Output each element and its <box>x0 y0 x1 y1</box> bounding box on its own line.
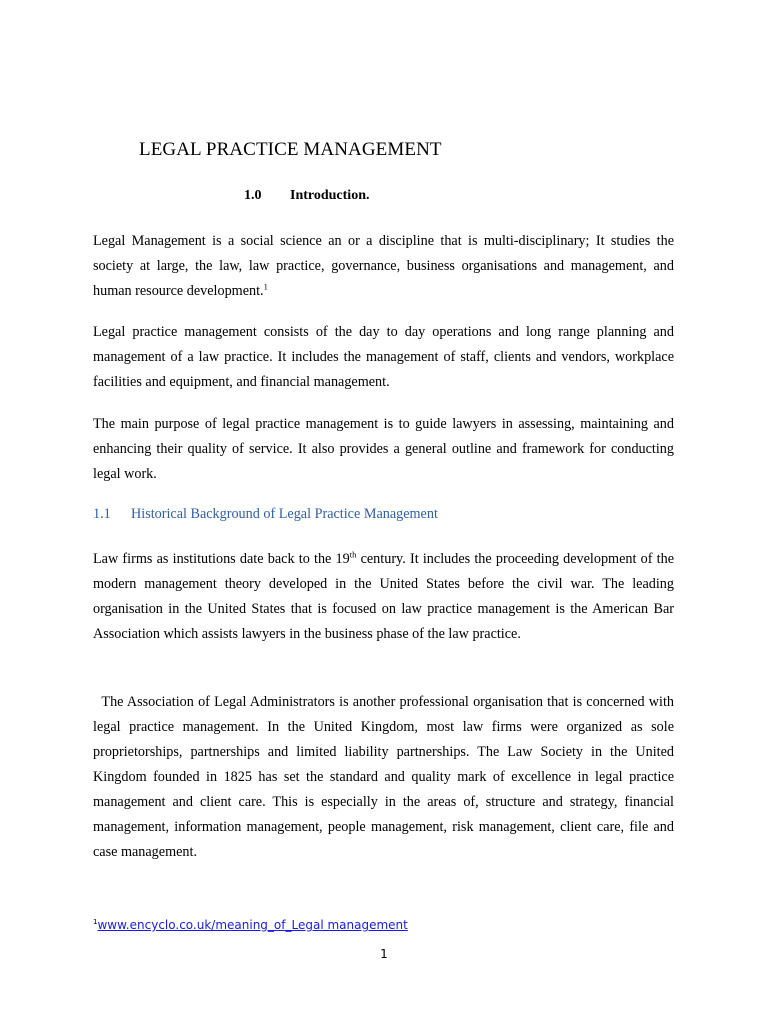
paragraph-text: Legal Management is a social science an or a discipline that is multi-disciplinary; It studies the society at large, the law, law practice, governance, business organisations and management, and human resource development. <box>93 233 674 299</box>
paragraph-intro-3: The main purpose of legal practice management is to guide lawyers in assessing, maintaining and enhancing their quality of service. It also provides a general outline and framework for conducting legal work. <box>93 416 674 482</box>
paragraph-intro-1 <box>93 229 674 304</box>
footnote-link[interactable]: www.encyclo.co.uk/meaning_of_Legal management <box>97 918 408 932</box>
section-heading <box>244 188 369 204</box>
section-number: 1.0 <box>244 188 262 203</box>
subsection-title: Historical Background of Legal Practice Management <box>131 506 438 522</box>
paragraph-text-after: century. It includes the proceeding development of the modern management theory developed in the United States before the civil war. The leading organisation in the United States that is focused on law practice management is the American Bar Association which assists lawyers in the business phase of the law practice. <box>93 551 675 642</box>
footnote-marker: 1 <box>93 918 98 926</box>
footnote <box>93 918 408 932</box>
section-title: Introduction. <box>290 188 370 203</box>
paragraph-history-2: The Association of Legal Administrators is another professional organisation that is concerned with legal practice management. In the United Kingdom, most law firms were organized as sole proprietorships, partnerships and limited liability partnerships. The Law Society in the United Kingdom founded in 1825 has set the standard and quality mark of excellence in legal practice management and client care. This is especially in the areas of, structure and strategy, financial management, information management, people management, risk management, client care, file and case management. <box>93 694 678 860</box>
paragraph-intro-2: Legal practice management consists of the day to day operations and long range planning and management of a law practice. It includes the management of staff, clients and vendors, workplace facilities and equipment, and financial management. <box>93 324 674 390</box>
page-number: 1 <box>380 947 388 961</box>
ordinal-suffix: th <box>349 549 357 560</box>
paragraph-text-before: Law firms as institutions date back to the 19 <box>93 551 350 567</box>
subsection-heading <box>93 506 438 523</box>
subsection-number: 1.1 <box>93 506 111 522</box>
paragraph-history-1 <box>93 547 674 647</box>
document-title: LEGAL PRACTICE MANAGEMENT <box>139 139 442 160</box>
footnote-reference: 1 <box>263 281 268 292</box>
